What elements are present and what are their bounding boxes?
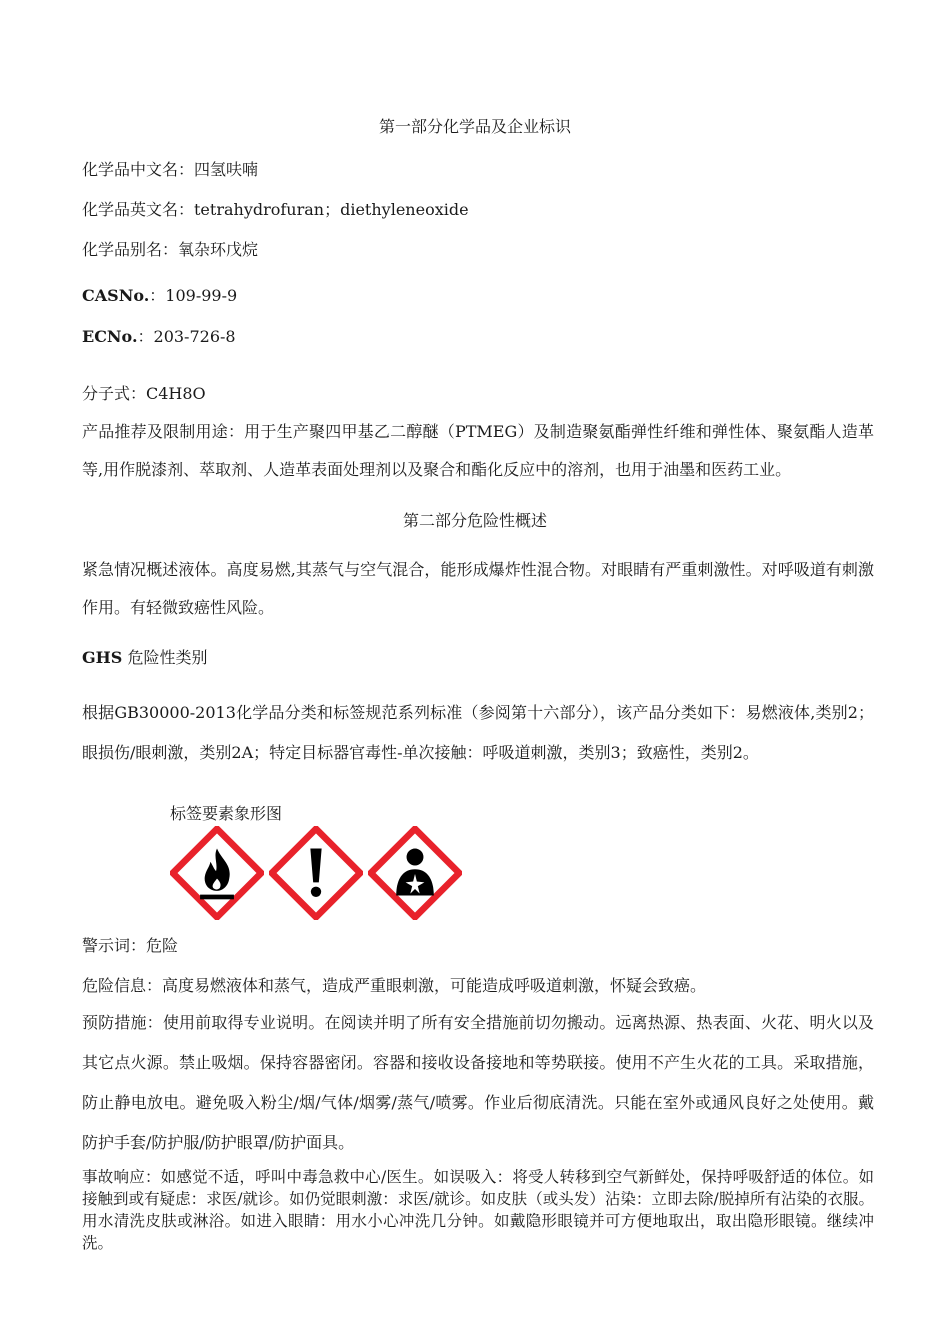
exclamation-icon (269, 826, 363, 920)
recommended-usage: 产品推荐及限制用途：用于生产聚四甲基乙二醇醚（PTMEG）及制造聚氨酯弹性纤维和弹性体、聚氨酯人造革等,用作脱漆剂、萃取剂、人造革表面处理剂以及聚合和酯化反应中的溶剂，也用于油墨和医药工业。 (82, 422, 874, 479)
prevention-measures: 预防措施：使用前取得专业说明。在阅读并明了所有安全措施前切勿搬动。远离热源、热表面、火花、明火以及其它点火源。禁止吸烟。保持容器密闭。容器和接收设备接地和等势联接。使用不产生火花的工具。采取措施，防止静电放电。避免吸入粉尘/烟/气体/烟雾/蒸气/喷雾。作业后彻底清洗。只能在室外或通风良好之处使用。戴防护手套/防护服/防护眼罩/防护面具。 (82, 1013, 874, 1152)
chemical-en-name: 化学品英文名：tetrahydrofuran；diethyleneoxide (82, 200, 469, 219)
section1-title: 第一部分化学品及企业标识 (378, 117, 571, 136)
ec-number (82, 327, 236, 347)
signal-word: 警示词：危险 (82, 936, 179, 955)
cas-value: ：109-99-9 (149, 286, 238, 305)
flame-icon (170, 826, 264, 920)
ec-value: ：203-726-8 (137, 327, 236, 346)
health-hazard-icon (368, 826, 462, 920)
ghs-title: 危险性类别 (127, 648, 208, 667)
cas-number (82, 286, 237, 306)
pictogram-label: 标签要素象形图 (170, 804, 283, 823)
accident-response: 事故响应：如感觉不适，呼叫中毒急救中心/医生。如误吸入：将受人转移到空气新鲜处，保持呼吸舒适的体位。如接触到或有疑虑：求医/就诊。如仍觉眼刺激：求医/就诊。如皮肤（或头发）沾染：立即去除/脱掉所有沾染的衣服。用水清洗皮肤或淋浴。如进入眼睛：用水小心冲洗几分钟。如戴隐形眼镜并可方便地取出，取出隐形眼镜。继续冲洗。 (82, 1168, 874, 1252)
hazard-information: 危险信息：高度易燃液体和蒸气，造成严重眼刺激，可能造成呼吸道刺激，怀疑会致癌。 (82, 976, 707, 995)
molecular-formula: 分子式：C4H8O (82, 384, 206, 403)
ec-label: ECNo. (82, 327, 138, 346)
cas-label: CASNo. (82, 286, 150, 305)
section2-title: 第二部分危险性概述 (402, 511, 547, 530)
ghs-heading (82, 648, 207, 668)
chemical-cn-name: 化学品中文名：四氢呋喃 (82, 160, 259, 179)
emergency-overview: 紧急情况概述液体。高度易燃,其蒸气与空气混合，能形成爆炸性混合物。对眼睛有严重刺激性。对呼吸道有刺激作用。有轻微致癌性风险。 (82, 560, 874, 617)
ghs-pictograms (170, 826, 462, 924)
chemical-alias: 化学品别名：氧杂环戊烷 (82, 240, 259, 259)
ghs-label: GHS (82, 648, 123, 667)
ghs-classification: 根据GB30000-2013化学品分类和标签规范系列标准（参阅第十六部分），该产品分类如下：易燃液体,类别2；眼损伤/眼刺激，类别2A；特定目标器官毒性-单次接触：呼吸道刺激，类别3；致癌性，类别2。 (82, 703, 874, 762)
